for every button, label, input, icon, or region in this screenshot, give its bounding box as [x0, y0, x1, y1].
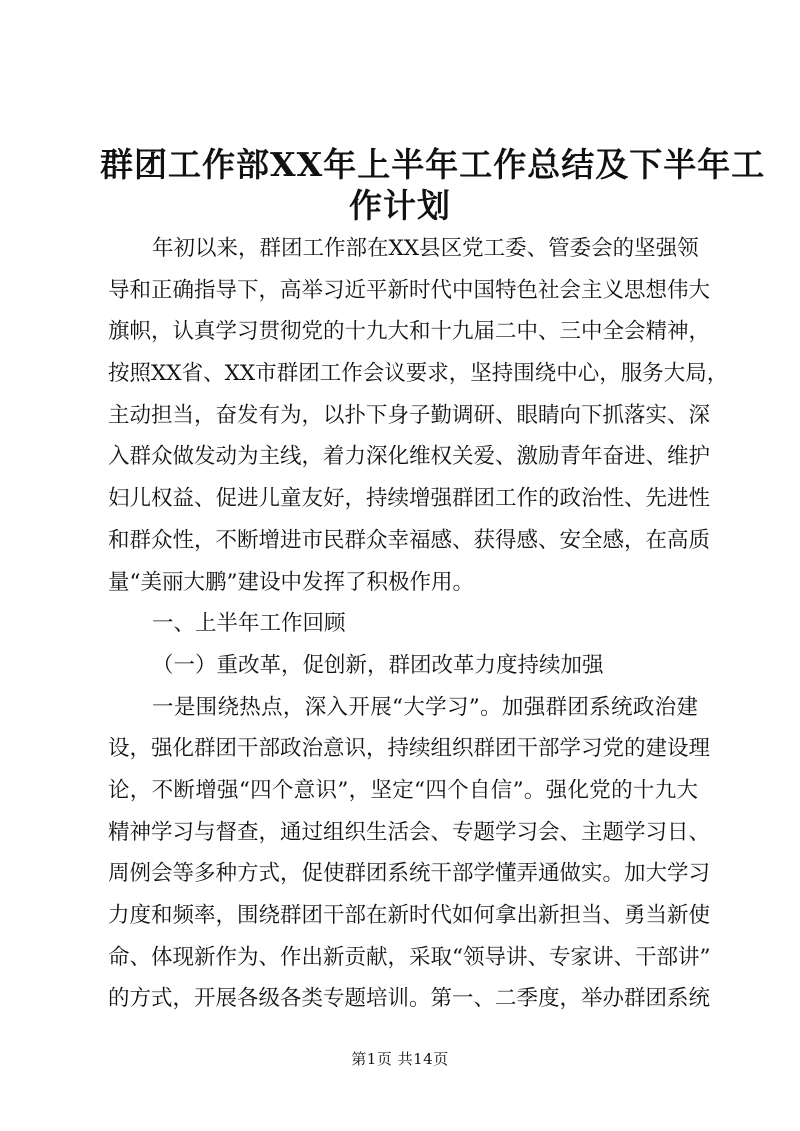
body-line: 年初以来，群团工作部在XX县区党工委、管委会的坚强领 — [152, 236, 699, 261]
body-line: 按照XX省、XX市群团工作会议要求，坚持围绕中心，服务大局， — [108, 361, 729, 387]
body-line: 入群众做发动为主线，着力深化维权关爱、激励青年奋进、维护 — [108, 444, 711, 470]
body-line: 周例会等多种方式，促使群团系统干部学懂弄通做实。加大学习 — [108, 861, 711, 887]
body-line: 主动担当，奋发有为，以扑下身子勤调研、眼睛向下抓落实、深 — [108, 402, 711, 428]
body-line: 精神学习与督查，通过组织生活会、专题学习会、主题学习日、 — [108, 819, 711, 845]
body-line: 导和正确指导下，高举习近平新时代中国特色社会主义思想伟大 — [108, 277, 711, 303]
body-line: 论，不断增强“四个意识”，坚定“四个自信”。强化党的十九大 — [108, 777, 698, 803]
body-line: 旗帜，认真学习贯彻党的十九大和十九届二中、三中全会精神， — [108, 319, 711, 345]
body-line: 命、体现新作为、作出新贡献，采取“领导讲、专家讲、干部讲” — [108, 944, 711, 970]
document-title-line-1: 群团工作部XX年上半年工作总结及下半年工 — [100, 145, 766, 184]
body-line: 妇儿权益、促进儿童友好，持续增强群团工作的政治性、先进性 — [108, 486, 711, 512]
document-body — [108, 228, 729, 1020]
document-title-line-2: 作计划 — [349, 186, 451, 225]
subsection-heading: （一）重改革，促创新，群团改革力度持续加强 — [152, 652, 604, 678]
body-line: 力度和频率，围绕群团干部在新时代如何拿出新担当、勇当新使 — [108, 903, 711, 928]
body-line: 的方式，开展各级各类专题培训。第一、二季度，举办群团系统 — [108, 986, 711, 1012]
page-number-footer: 第1页 共14页 — [351, 1050, 449, 1068]
body-line: 一是围绕热点，深入开展“大学习”。加强群团系统政治建 — [152, 694, 698, 720]
section-heading: 一、上半年工作回顾 — [152, 611, 346, 637]
body-line: 设，强化群团干部政治意识，持续组织群团干部学习党的建设理 — [108, 736, 711, 762]
body-line: 量“美丽大鹏”建设中发挥了积极作用。 — [108, 569, 474, 595]
body-line: 和群众性，不断增进市民群众幸福感、获得感、安全感，在高质 — [108, 527, 711, 553]
